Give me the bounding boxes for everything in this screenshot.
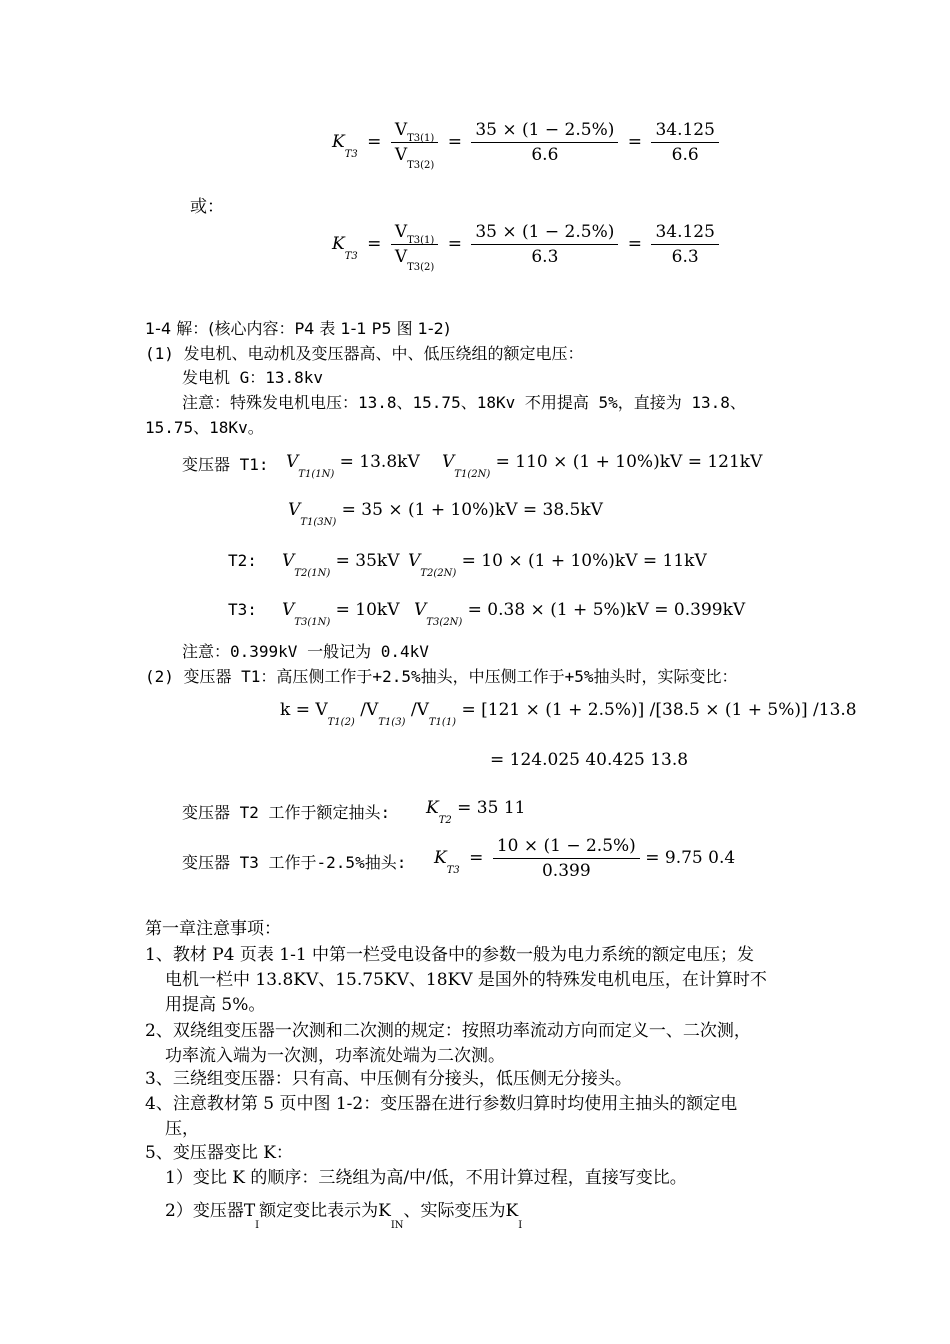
note-2-line2: 功率流入端为一次测，功率流处端为二次测。 — [165, 1046, 505, 1066]
t2-v2: $V_{T2(2N)} = 10 \times (1 + 10\%)kV = 11kV$ — [408, 551, 707, 579]
eq2-frac-expr: $\frac{35 \times (1 - 2.5\%)}{6.3}$ — [471, 222, 618, 267]
t2-label: T2: — [228, 551, 257, 570]
note-5-1: 1）变比 K 的顺序：三绕组为高/中/低，不用计算过程，直接写变比。 — [165, 1168, 687, 1188]
note-3: 3、三绕组变压器：只有高、中压侧有分接头，低压侧无分接头。 — [145, 1069, 632, 1089]
generator-voltage: 发电机 G：13.8kv — [182, 368, 324, 387]
note-1-line2: 电机一栏中 13.8KV、15.75KV、18KV 是国外的特殊发电机电压，在计算时不 — [165, 970, 767, 990]
note-5-2: 2）变压器$T_I$额定变比表示为$K_{IN}$、实际变压为$K_I$ — [165, 1201, 523, 1231]
kt2-equation: $K_{T2} = 35$ 11 — [426, 798, 526, 826]
part2-title: (2) 变压器 T1：高压侧工作于+2.5%抽头，中压侧工作于+5%抽头时，实际变比： — [145, 667, 738, 686]
kt2-label: 变压器 T2 工作于额定抽头: — [182, 803, 391, 822]
kt3-equation: $K_{T3}$ = $\frac{10 \times (1 - 2.5\%)}{0.399}$ = 9.75 0.4 — [434, 836, 736, 881]
t1-v1: $V_{T1(1N)} = 13.8kV$ — [286, 452, 420, 480]
note-1-line3: 用提高 5%。 — [165, 995, 266, 1015]
t1-v2: $V_{T1(2N)} = 110 \times (1 + 10\%)kV = 121kV$ — [442, 452, 763, 480]
equation-kt3-6.6: $K_{T3}$ = $\frac{V_{T3(1)}}{V_{T3(2)}}$ = $\frac{35 \times (1 - 2.5\%)}{6.6}$ = $\frac{34.125}{6.6}$ — [332, 120, 719, 165]
eq1-lhs-sub: T3 — [344, 149, 358, 160]
t1-label: 变压器 T1: — [182, 455, 269, 474]
note-4-line1: 4、注意教材第 5 页中图 1-2：变压器在进行参数归算时均使用主抽头的额定电 — [145, 1094, 738, 1114]
eq1-frac-result: $\frac{34.125}{6.6}$ — [651, 120, 718, 165]
t3-v1: $V_{T3(1N)} = 10kV$ — [282, 600, 400, 628]
k-ratio-result: = 124.025 40.425 13.8 — [490, 750, 689, 770]
eq2-frac-v: $\frac{V_{T3(1)}}{V_{T3(2)}}$ — [391, 222, 438, 267]
note-4-line2: 压， — [165, 1119, 199, 1139]
t2-v1: $V_{T2(1N)} = 35kV$ — [282, 551, 400, 579]
note-1-line1: 1、教材 P4 页表 1-1 中第一栏受电设备中的参数一般为电力系统的额定电压；发 — [145, 945, 755, 965]
eq2-frac-result: $\frac{34.125}{6.3}$ — [651, 222, 718, 267]
note1-line2: 15.75、18Kv。 — [145, 418, 264, 437]
eq1-lhs: K — [332, 132, 345, 152]
part1-title: (1) 发电机、电动机及变压器高、中、低压绕组的额定电压： — [145, 344, 584, 363]
note1-line1: 注意：特殊发电机电压：13.8、15.75、18Kv 不用提高 5%，直接为 13.8、 — [182, 393, 746, 412]
or-label: 或： — [190, 197, 224, 217]
note2: 注意：0.399kV 一般记为 0.4kV — [182, 642, 429, 661]
kt3-fraction: $\frac{10 \times (1 - 2.5\%)}{0.399}$ — [493, 836, 640, 881]
equation-kt3-6.3: $K_{T3}$ = $\frac{V_{T3(1)}}{V_{T3(2)}}$ = $\frac{35 \times (1 - 2.5\%)}{6.3}$ = $\frac{34.125}{6.3}$ — [332, 222, 719, 267]
section-heading: 1-4 解：(核心内容：P4 表 1-1 P5 图 1-2) — [145, 319, 451, 338]
k-ratio-equation: $k = V_{T1(2)}$ $/V_{T1(3)}$ $/V_{T1(1)} = [121 \times (1 + 2.5\%)] /[38.5 \times (1 + 5\%)]$ /13.8 — [280, 700, 857, 728]
t3-label: T3: — [228, 600, 257, 619]
note-5: 5、变压器变比 K： — [145, 1143, 293, 1163]
note-2-line1: 2、双绕组变压器一次测和二次测的规定：按照功率流动方向而定义一、二次测， — [145, 1021, 751, 1041]
notes-title: 第一章注意事项： — [145, 919, 281, 939]
eq1-frac-v: $\frac{V_{T3(1)}}{V_{T3(2)}}$ — [391, 120, 438, 165]
kt3-label: 变压器 T3 工作于-2.5%抽头: — [182, 853, 407, 872]
t1-v3: $V_{T1(3N)} = 35 \times (1 + 10\%)kV = 38.5kV$ — [288, 500, 603, 528]
eq1-frac-expr: $\frac{35 \times (1 - 2.5\%)}{6.6}$ — [471, 120, 618, 165]
t3-v2: $V_{T3(2N)} = 0.38 \times (1 + 5\%)kV = 0.399kV$ — [414, 600, 746, 628]
